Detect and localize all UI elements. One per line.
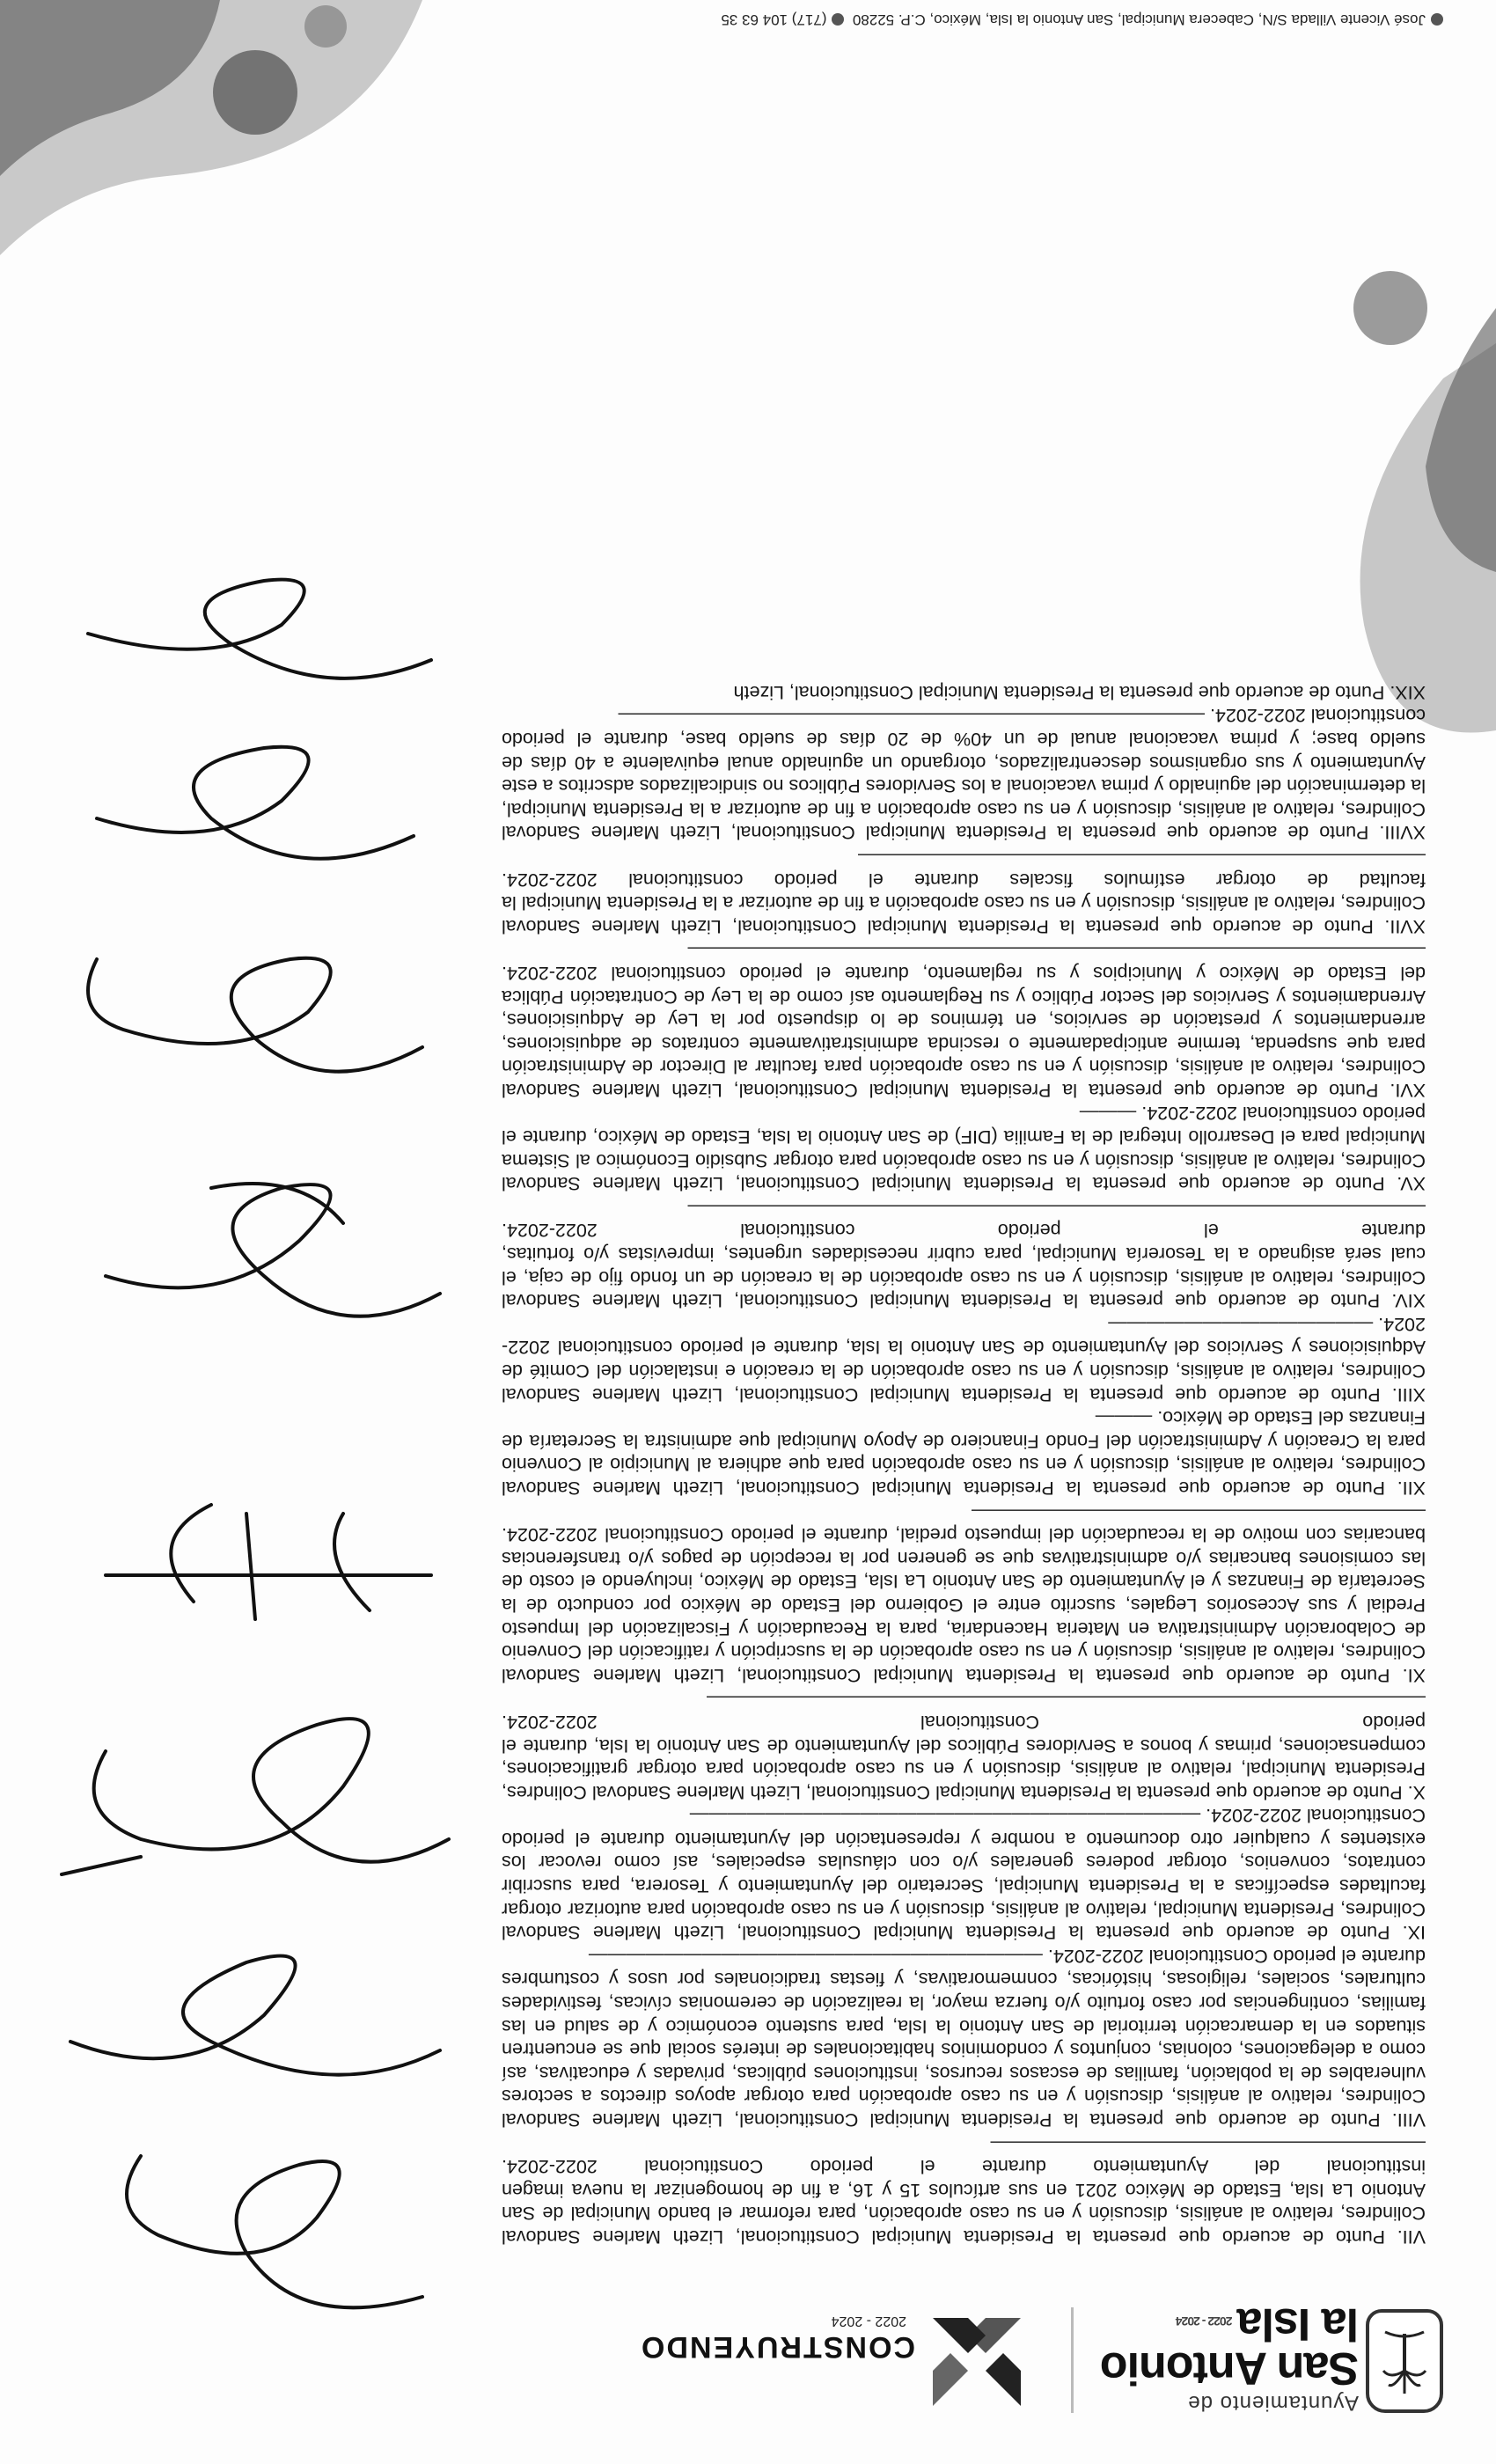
council-name-block xyxy=(1095,2299,1359,2415)
header-divider xyxy=(1071,2307,1074,2413)
location-icon xyxy=(1431,13,1443,26)
signature-1 xyxy=(127,2156,422,2307)
agenda-item-xiii: XIII. Punto de acuerdo que presenta la Presidenta Municipal Constitucional, Lizeth Marlene Sandoval Colindres, relativo al análisis, discusión y en su caso aprobación de la creación e instalación del Comité de Adquisiciones y Servicios del Ayuntamiento de San Antonio la Isla, durante el periodo constitucional 2022-2024. —————————————— xyxy=(502,1313,1426,1405)
agenda-item-vii: VII. Punto de acuerdo que presenta la Presidenta Municipal Constitucional, Lizeth Marlene Sandoval Colindres, relativo al análisis, discusión y en su caso aprobación, para reformar el bando Municipal de San Antonio La Isla, Estado de México 2021 en sus artículos 15 y 16, a fin de homogenizar la nueva imagen institucional del Ayuntamiento durante el periodo Constitucional 2022-2024. ——————————————————————— xyxy=(502,2132,1426,2248)
signature-4 xyxy=(106,1505,431,1619)
handwritten-signatures xyxy=(18,484,475,2332)
agenda-item-x: X. Punto de acuerdo que presenta la Presidenta Municipal Constitucional, Lizeth Marlene Sandoval Colindres, Presidenta Municipal, relativo al análisis, discusión y en su caso aprobación para otorgar gratificaciones, compensaciones, primas y bonos a Servidores Públicos del Ayuntamiento de San Antonio la Isla, durante el periodo Constitucional 2022-2024. —————————————————————————————————————— xyxy=(502,1688,1426,1803)
footer-contact xyxy=(387,11,1443,28)
agenda-item-xvi: XVI. Punto de acuerdo que presenta la Presidenta Municipal Constitucional, Lizeth Marlene Sandoval Colindres, relativo al análisis, discusión y en su caso aprobación para facultar al Director de Administración para que suspenda, termine anticipadamente o rescinda administrativamente contratos de adquisiciones, arrendamientos y prestación de servicios, en términos de lo dispuesto por la Ley de Adquisiciones, Arrendamientos y Servicios del Sector Público y su Reglamento así como de la Ley de Contratación Pública del Estado de México y Municipios y su reglamento, durante el periodo constitucional 2022-2024. ——————————————————————————————————————— xyxy=(502,939,1426,1101)
signature-2 xyxy=(70,1956,440,2075)
footer-phone: (717) 104 63 35 xyxy=(721,11,827,28)
municipal-seal-icon xyxy=(1366,2309,1443,2413)
signature-5 xyxy=(106,1184,440,1316)
signature-8 xyxy=(88,580,431,678)
council-name-text: la Isla xyxy=(1237,2299,1359,2350)
agenda-item-xix: XIX. Punto de acuerdo que presenta la Presidenta Municipal Constitucional, Lizeth xyxy=(733,681,1426,703)
phone-icon xyxy=(832,13,844,26)
signature-6 xyxy=(88,958,422,1072)
slogan-title: CONSTRUYENDO xyxy=(639,2330,915,2364)
agenda-item-xv: XV. Punto de acuerdo que presenta la Presidenta Municipal Constitucional, Lizeth Marlene Sandoval Colindres, relativo al análisis, discusión y en su caso aprobación para otorgar Subsidio Económico al Sistema Municipal para el Desarrollo Integral de la Familia (DIF) de San Antonio la Isla, Estado de México, durante el periodo constitucional 2022-2024. ——— xyxy=(502,1103,1426,1195)
bottom-right-decoration xyxy=(0,0,458,308)
agenda-item-xii: XII. Punto de acuerdo que presenta la Presidenta Municipal Constitucional, Lizeth Marlene Sandoval Colindres, relativo al análisis, discusión y en su caso aprobación para que adhiera al Municipio al Convenio para la Creación y Administración del Fondo Financiero de Apoyo Municipal que administra la Secretaría de Finanzas del Estado de México. ——— xyxy=(502,1407,1426,1499)
council-years: 2022 - 2024 xyxy=(1176,2314,1233,2328)
slogan-years: 2022 - 2024 xyxy=(831,2314,906,2328)
agenda-body xyxy=(502,680,1426,2248)
letterhead xyxy=(546,2246,1443,2422)
slogan-block xyxy=(639,2274,1030,2415)
agenda-item-xvii: XVII. Punto de acuerdo que presenta la Presidenta Municipal Constitucional, Lizeth Marlene Sandoval Colindres, relativo al análisis, discusión y en su caso aprobación a fin de autorizar a la Presidenta Municipal la facultad de otorgar estímulos fiscales durante el periodo constitucional 2022-2024. —————————————————————————————— xyxy=(502,845,1426,937)
agenda-item-xiv: XIV. Punto de acuerdo que presenta la Presidenta Municipal Constitucional, Lizeth Marlene Sandoval Colindres, relativo al análisis, discusión y en su caso aprobación de la creación de un fondo fijo de caja, el cual será asignado a la Tesorería Municipal, para cubrir necesidades urgentes, imprevistas y/o fortuitas, durante el periodo constitucional 2022-2024. ——————————————————————————————————————— xyxy=(502,1196,1426,1312)
council-label: Ayuntamiento de xyxy=(1187,2391,1359,2415)
agenda-item-xi: XI. Punto de acuerdo que presenta la Presidenta Municipal Constitucional, Lizeth Marlene Sandoval Colindres, relativo al análisis, discusión y en su caso aprobación de la suscripción y ratificación del Convenio de Colaboración Administrativa en Materia Hacendaria, para la Recaudación y Fiscalización del Impuesto Predial y sus Accesorios Legales, suscrito entre el Gobierno del Estado de México por conducto de la Secretaría de Finanzas y el Ayuntamiento de San Antonio La Isla, Estado de México, incluyendo el costo de las comisiones bancarias y/o administrativas que se generen por la recepción de pagos y/o transferencias bancarias con motivo de la recaudación del impuesto predial, durante el periodo Constitucional 2022-2024. ———————————————————————— xyxy=(502,1500,1426,1686)
agenda-item-xviii: XVIII. Punto de acuerdo que presenta la Presidenta Municipal Constitucional, Lizeth Marlene Sandoval Colindres, relativo al análisis, discusión y en su caso aprobación a fin de autorizar a la Presidenta Municipal, la determinación del aguinaldo y prima vacacional a los Servidores Públicos no sindicalizados adscritos a este Ayuntamiento y sus organismos descentralizados, otorgando un aguinaldo anual equivalente a 40 días de sueldo base; y prima vacacional anual de un 40% de 20 días de sueldo base, durante el periodo constitucional 2022-2024. ——————————————————————————————— xyxy=(502,705,1426,844)
construyendo-logo-icon xyxy=(924,2309,1030,2415)
palm-tree-icon xyxy=(1382,2327,1427,2397)
footer-address: José Vicente Villada S/N, Cabecera Municipal, San Antonio la Isla, México, C.P. 52280 xyxy=(852,11,1426,28)
agenda-item-ix: IX. Punto de acuerdo que presenta la Presidenta Municipal Constitucional, Lizeth Marlene Sandoval Colindres, Presidenta Municipal, relativo al análisis, discusión y en su caso aprobación para autorizar otorgar facultades específicas a la Presidenta Municipal, Secretario del Ayuntamiento y Tesorera, para suscribir contratos, convenios, otorgar poderes generales y/o con cláusulas especiales, así como revocar los existentes y cualquier otro documento a nombre y representación del Ayuntamiento durante el periodo Constitucional 2022-2024. ——————————————————————————— xyxy=(502,1805,1426,1944)
agenda-item-viii: VIII. Punto de acuerdo que presenta la Presidenta Municipal Constitucional, Lizeth Marlene Sandoval Colindres, relativo al análisis, discusión y en su caso aprobación para otorgar apoyos directos a sectores vulnerables de la población, familias de escasos recursos, instituciones públicas, privadas y educativas, así como a delegaciones, colonias, conjuntos y condominios habitacionales de interés social que se encuentren situados en la demarcación territorial de San Antonio la Isla, para sustento económico y de salud en las familias, contingencias por caso fortuito y/o fuerza mayor, la realización de ceremonias cívicas, festividades culturales, sociales, religiosas, históricas, conmemorativas, y fiestas tradicionales por usos y costumbres durante el periodo Constitucional 2022-2024. ———————————————————————— xyxy=(502,1945,1426,2131)
council-name-line-1: San Antonio xyxy=(1100,2343,1359,2394)
council-name-line-2 xyxy=(1095,2299,1359,2350)
signature-7 xyxy=(97,747,414,859)
signature-3 xyxy=(62,1719,449,1874)
